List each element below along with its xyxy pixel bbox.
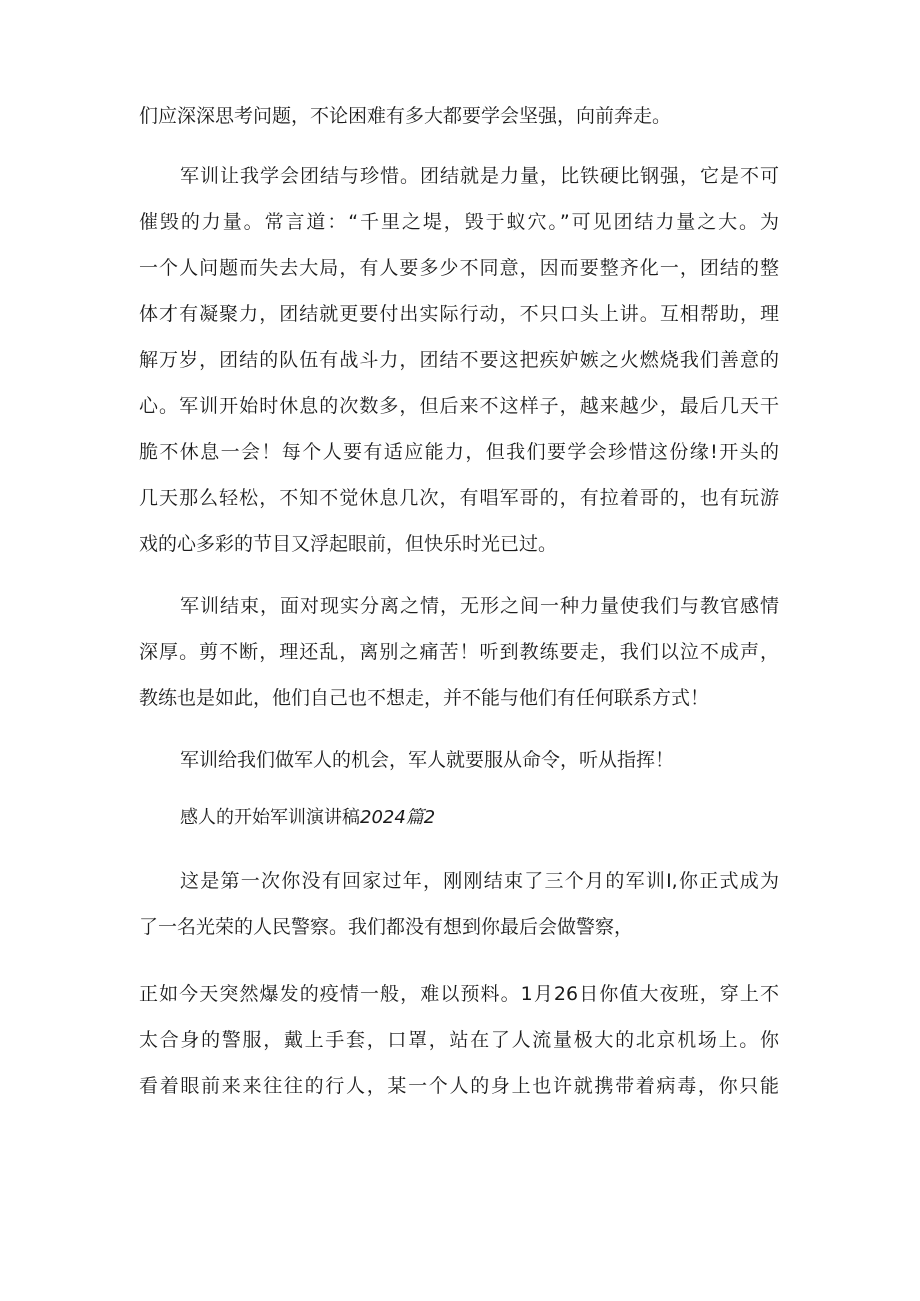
paragraph-line: 一个人问题而失去大局，有人要多少不同意，因而要整齐化一，团结的整	[139, 257, 779, 279]
paragraph-line: 军训给我们做军人的机会，军人就要服从命令，听从指挥！	[180, 749, 675, 771]
paragraph-line: 太合身的警服，戴上手套，口罩，站在了人流量极大的北京机场上。你	[139, 1029, 779, 1051]
paragraph-line: 催毁的力量。常言道：“千里之堤，毁于蚁穴。”可见团结力量之大。为	[139, 211, 779, 233]
paragraph-line: 这是第一次你没有回家过年，刚刚结束了三个月的军训I,你正式成为	[180, 870, 779, 892]
paragraph-line: 教练也是如此，他们自己也不想走，并不能与他们有任何联系方式！	[139, 687, 710, 709]
paragraph-line: 军训让我学会团结与珍惜。团结就是力量，比铁硬比钢强，它是不可	[180, 165, 779, 187]
paragraph-line: 看着眼前来来往往的行人，某一个人的身上也许就携带着病毒，你只能	[139, 1075, 779, 1097]
paragraph-line: 们应深深思考问题，不论困难有多大都要学会坚强，向前奔走。	[139, 105, 672, 127]
paragraph-line: 几天那么轻松，不知不觉休息几次，有唱军哥的，有拉着哥的，也有玩游	[139, 487, 779, 509]
paragraph-line: 深厚。剪不断，理还乱，离别之痛苦！听到教练要走，我们以泣不成声，	[139, 641, 779, 663]
heading-number: 2024篇2	[360, 807, 436, 828]
paragraph-line: 了一名光荣的人民警察。我们都没有想到你最后会做警察，	[139, 916, 634, 938]
section-heading	[180, 806, 435, 830]
paragraph-line: 正如今天突然爆发的疫情一般，难以预料。1月26日你值大夜班，穿上不	[139, 983, 779, 1005]
paragraph-line: 心。军训开始时休息的次数多，但后来不这样子，越来越少，最后几天干	[139, 395, 779, 417]
paragraph-line: 脆不休息一会！每个人要有适应能力，但我们要学会珍惜这份缘!开头的	[139, 441, 779, 463]
paragraph-line: 解万岁，团结的队伍有战斗力，团结不要这把疾妒嫉之火燃烧我们善意的	[139, 349, 779, 371]
paragraph-line: 体才有凝聚力，团结就更要付出实际行动，不只口头上讲。互相帮助，理	[139, 303, 779, 325]
paragraph-line: 戏的心多彩的节目又浮起眼前，但快乐时光已过。	[139, 533, 558, 555]
heading-text: 感人的开始军训演讲稿	[180, 807, 360, 828]
paragraph-line: 军训结束，面对现实分离之情，无形之间一种力量使我们与教官感情	[180, 595, 779, 617]
